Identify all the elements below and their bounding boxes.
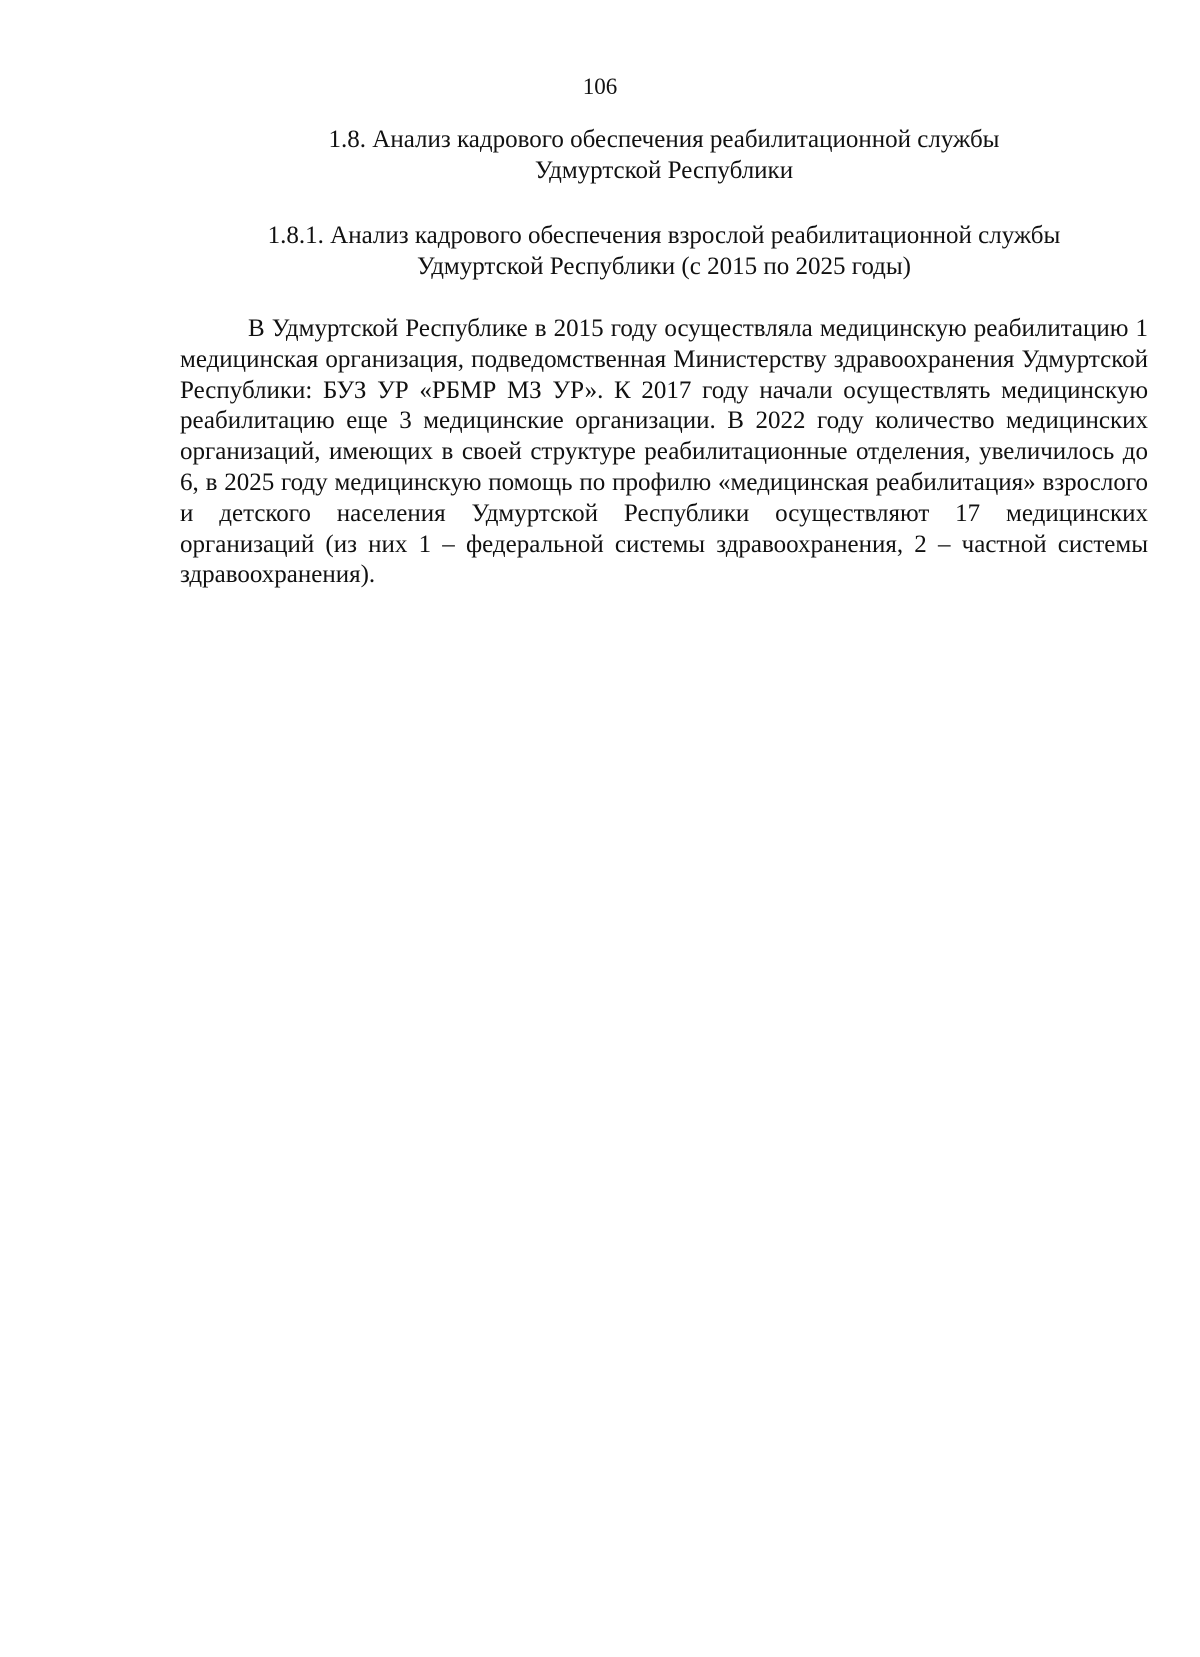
section-heading <box>180 124 1148 186</box>
page-number: 106 <box>582 74 618 99</box>
body-paragraph: В Удмуртской Республике в 2015 году осуществляла медицинскую реабилитацию 1 медицинская организация, подведомственная Министерству здравоохранения Удмуртской Республики: БУЗ УР «РБМР МЗ УР». К 2017 году начали осуществлять медицинскую реабилитацию еще 3 медицинские организации. В 2022 году количество медицинских организаций, имеющих в своей структуре реабилитационные отделения, увеличилось до 6, в 2025 году медицинскую помощь по профилю «медицинская реабилитация» взрослого и детского населения Удмуртской Республики осуществляют 17 медицинских организаций (из них 1 – федеральной системы здравоохранения, 2 – частной системы здравоохранения). <box>180 315 1148 589</box>
subsection-heading-line-2: Удмуртской Республики (с 2015 по 2025 годы) <box>417 253 911 280</box>
section-heading-line-2: Удмуртской Республики <box>534 157 794 184</box>
subsection-heading-line-1: 1.8.1. Анализ кадрового обеспечения взрослой реабилитационной службы <box>267 222 1061 249</box>
section-heading-line-1: 1.8. Анализ кадрового обеспечения реабилитационной службы <box>328 126 1000 153</box>
subsection-heading <box>180 220 1148 282</box>
